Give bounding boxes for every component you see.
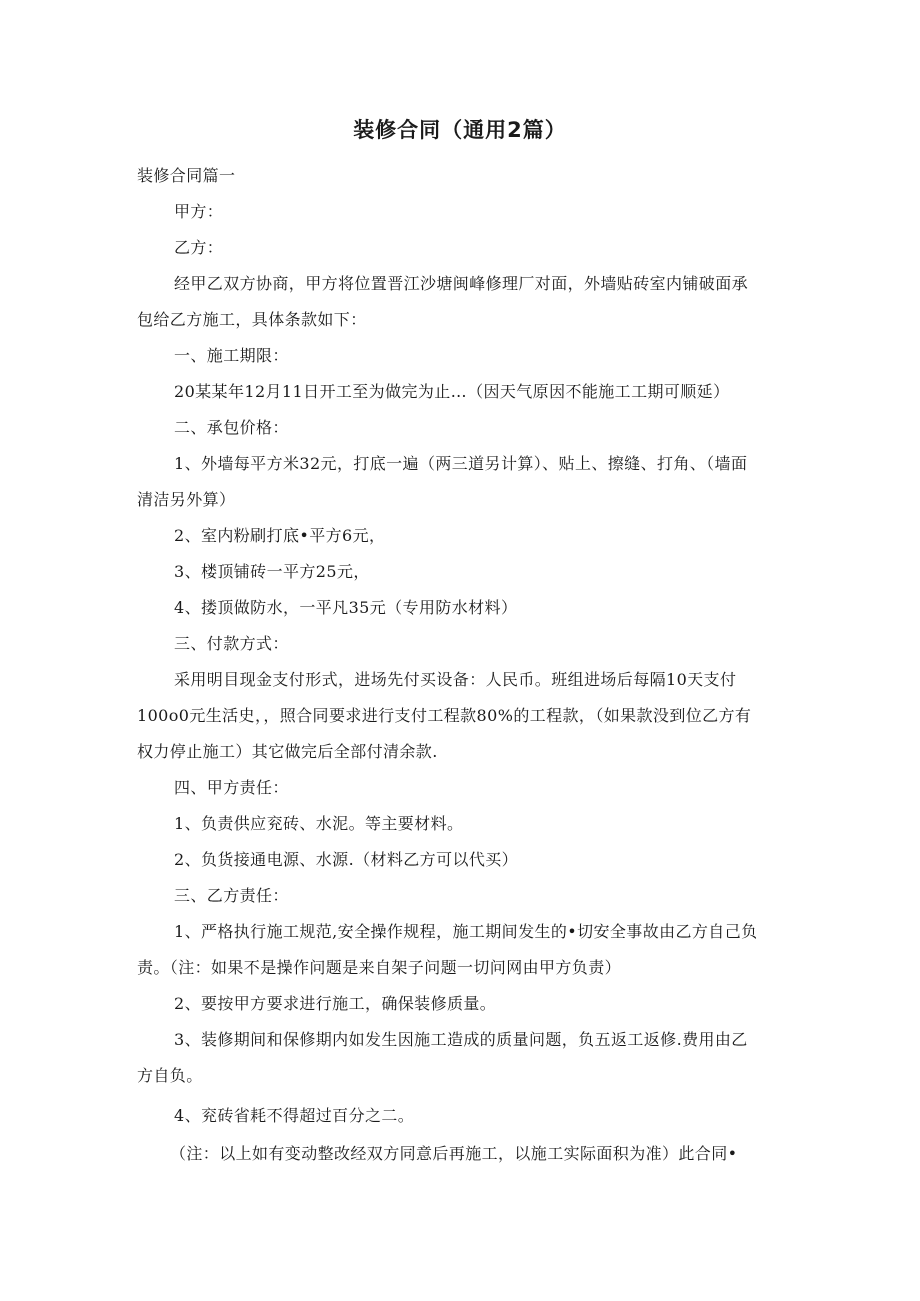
paragraph-line: 2、负货接通电源、水源.（材料乙方可以代买） bbox=[174, 850, 519, 869]
paragraph-line: 100o0元生活史，，照合同要求进行支付工程款80%的工程款，（如果款没到位乙方有 bbox=[137, 706, 752, 725]
clause-heading: 四、甲方责任： bbox=[174, 778, 289, 797]
paragraph-line: 3、楼顶铺砖一平方25元， bbox=[174, 562, 370, 581]
paragraph-line: 采用明目现金支付形式，进场先付买设备：人民币。班组进场后每隔10天支付 bbox=[174, 670, 737, 689]
note-line: （注：以上如有变动整改经双方同意后再施工，以施工实际面积为准）此合同• bbox=[170, 1144, 738, 1163]
clause-heading: 三、付款方式： bbox=[174, 634, 289, 653]
paragraph-line: 4、搂顶做防水，一平凡35元（专用防水材料） bbox=[174, 598, 518, 617]
paragraph-line: 1、负责供应兖砖、水泥。等主要材料。 bbox=[174, 814, 464, 833]
clause-heading: 一、施工期限： bbox=[174, 346, 289, 365]
clause-heading: 三、乙方责任： bbox=[174, 886, 289, 905]
paragraph-line: 包给乙方施工，具体条款如下： bbox=[137, 310, 367, 329]
document-title: 装修合同（通用2篇） bbox=[353, 118, 567, 142]
paragraph-line: 2、室内粉刷打底•平方6元， bbox=[174, 526, 386, 545]
paragraph-line: 1、严格执行施工规范,安全操作规程，施工期间发生的•切安全事故由乙方自己负 bbox=[174, 922, 758, 941]
paragraph-line: 4、兖砖省耗不得超过百分之二。 bbox=[174, 1106, 415, 1125]
clause-heading: 二、承包价格： bbox=[174, 418, 289, 437]
paragraph-line: 3、装修期间和保修期内如发生因施工造成的质量问题，负五返工返修.费用由乙 bbox=[174, 1030, 748, 1049]
paragraph-line: 权力停止施工）其它做完后全部付清余款. bbox=[137, 742, 438, 761]
paragraph-line: 责。（注：如果不是操作问题是来自架子问题一切问网由甲方负责） bbox=[137, 958, 622, 977]
paragraph-line: 20某某年12月11日开工至为做完为止…（因天气原因不能施工工期可顺延） bbox=[174, 382, 730, 401]
paragraph-line: 2、要按甲方要求进行施工，确保装修质量。 bbox=[174, 994, 497, 1013]
paragraph-line: 经甲乙双方协商，甲方将位置晋江沙塘闽峰修理厂对面，外墙贴砖室内铺破面承 bbox=[174, 274, 749, 293]
party-b-line: 乙方： bbox=[174, 238, 224, 257]
paragraph-line: 清洁另外算） bbox=[137, 490, 236, 509]
paragraph-line: 方自负。 bbox=[137, 1066, 203, 1085]
section-heading: 装修合同篇一 bbox=[137, 166, 236, 185]
paragraph-line: 1、外墙每平方米32元，打底一遍（两三道另计算）、贴上、擦缝、打角、（墙面 bbox=[174, 454, 748, 473]
party-a-line: 甲方： bbox=[174, 202, 224, 221]
